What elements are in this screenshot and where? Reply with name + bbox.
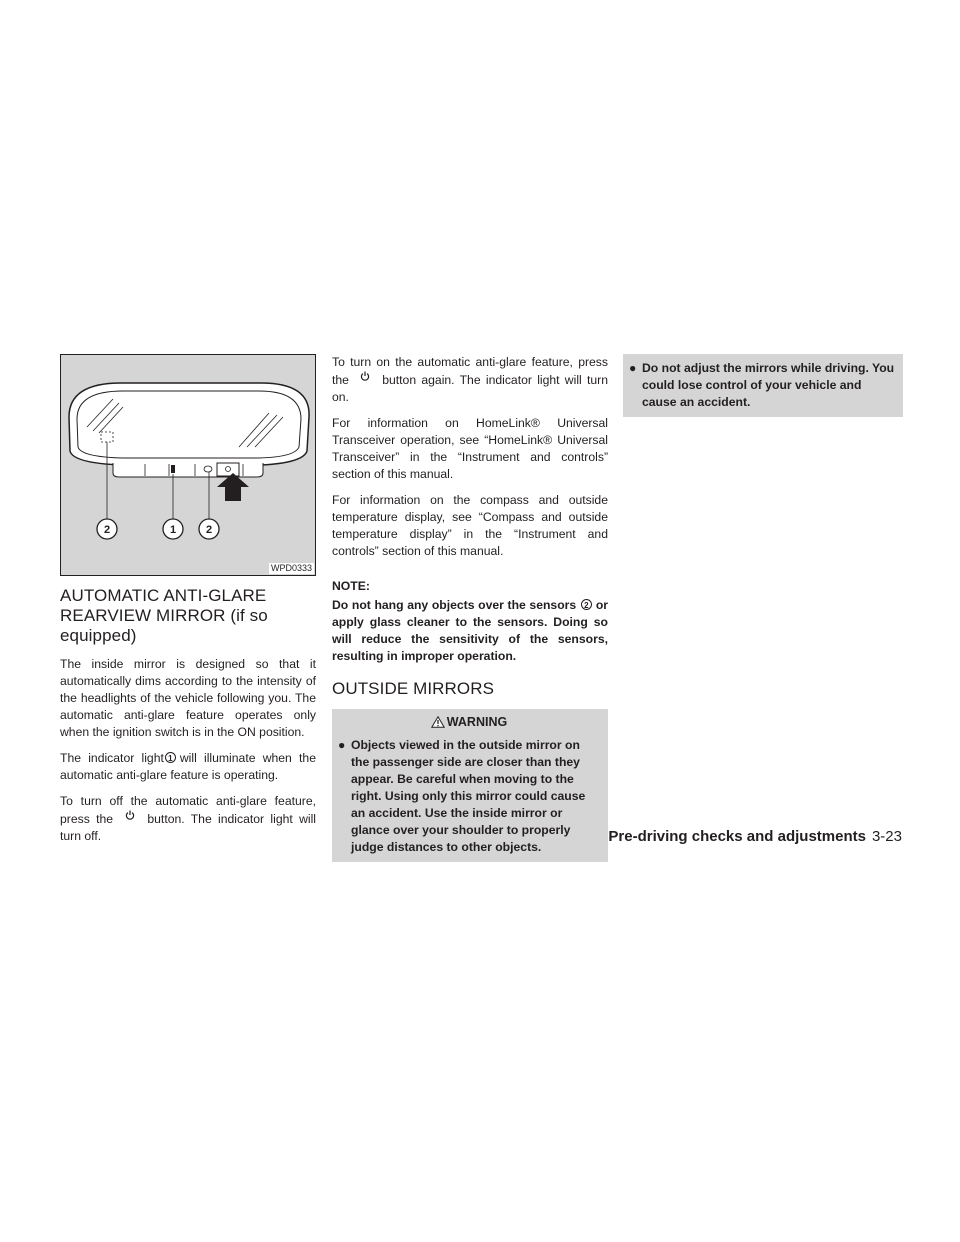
column-middle: [332, 354, 608, 862]
power-icon: [125, 810, 135, 820]
section-title-anti-glare: AUTOMATIC ANTI-GLARE REARVIEW MIRROR (if so equipped): [60, 586, 268, 645]
note-heading: NOTE:: [332, 579, 370, 593]
callout-2-left: 2: [103, 524, 111, 536]
rearview-mirror-illustration: [61, 355, 315, 575]
callout-2-right: 2: [205, 524, 213, 536]
paragraph-intro: The inside mirror is designed so that it automatically dims according to the intensity of the headlights of the vehicle following you. The automatic anti-glare feature operates only when the ignition switch is in the ON position.: [60, 657, 316, 739]
warning-box: [332, 709, 608, 862]
footer-section: Pre-driving checks and adjustments: [608, 828, 866, 845]
mirror-figure: [60, 354, 316, 576]
power-icon: [360, 371, 370, 381]
paragraph-turn-on: To turn on the automatic anti-glare feature, press the button again. The indicator light will turn on.: [332, 355, 608, 404]
paragraph-turn-off: To turn off the automatic anti-glare feature, press the button. The indicator light will turn off.: [60, 794, 316, 843]
page-footer: [608, 828, 902, 845]
warning-bullet-2: ● Do not adjust the mirrors while driving. You could lose control of your vehicle and cause an accident.: [629, 361, 895, 409]
bullet-icon: ●: [338, 738, 346, 752]
bullet-icon: ●: [629, 361, 637, 375]
figure-id: WPD0333: [270, 563, 312, 573]
paragraph-compass: For information on the compass and outside temperature display, see “Compass and outside temperature display” in the “Instrument and controls” section of this manual.: [332, 493, 608, 558]
column-right: [623, 354, 903, 417]
section-title-outside-mirrors: OUTSIDE MIRRORS: [332, 679, 495, 698]
callout-1: 1: [169, 524, 177, 536]
paragraph-homelink: For information on HomeLink® Universal Transceiver operation, see “HomeLink® Universal Transceiver” in the “Instrument and controls” section of this manual.: [332, 416, 608, 481]
page-number: 3-23: [871, 828, 902, 845]
note-text: Do not hang any objects over the sensors 2 or apply glass cleaner to the sensors. Doing so will reduce the sensitivity of the sensors, resulting in improper operation.: [332, 598, 608, 663]
paragraph-indicator: The indicator light 1 will illuminate when the automatic anti-glare feature is operating.: [60, 751, 316, 782]
callout-1-inline: 1: [165, 752, 176, 763]
warning-header: WARNING: [338, 709, 600, 733]
warning-triangle-icon: [431, 716, 445, 728]
warning-box-continued: [623, 354, 903, 417]
warning-bullet-1: ● Objects viewed in the outside mirror on the passenger side are closer than they appear. Be careful when moving to the right. Using only this mirror could cause an accident. Use the inside mirror or glance over your shoulder to properly judge distances to other objects.: [338, 738, 586, 854]
column-left: [60, 354, 316, 854]
callout-2-inline: 2: [581, 599, 592, 610]
